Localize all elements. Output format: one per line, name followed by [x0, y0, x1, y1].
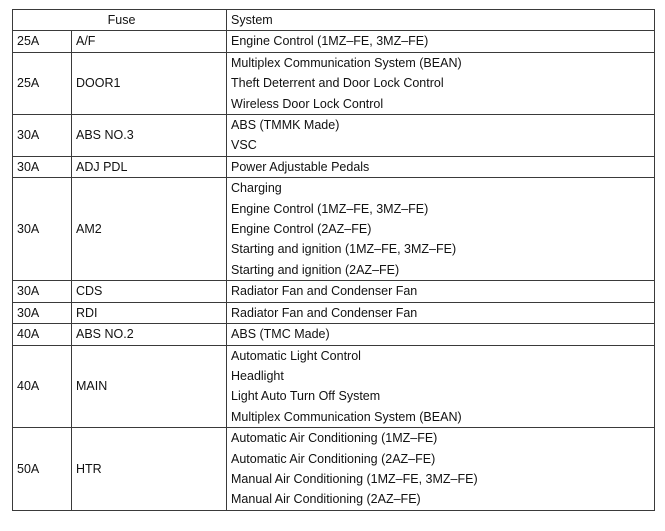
system-item: Wireless Door Lock Control [231, 96, 384, 111]
fuse-amperage: 40A [13, 345, 72, 428]
fuse-name: HTR [72, 428, 227, 511]
system-list [227, 115, 655, 157]
system-list [227, 345, 655, 428]
system-list [227, 302, 655, 323]
table-row [13, 31, 655, 52]
fuse-name: CDS [72, 281, 227, 302]
fuse-name: A/F [72, 31, 227, 52]
system-item: Radiator Fan and Condenser Fan [231, 305, 418, 320]
system-list [227, 52, 655, 114]
fuse-name: ADJ PDL [72, 156, 227, 177]
table-row [13, 156, 655, 177]
system-list [227, 156, 655, 177]
system-item: Engine Control (1MZ–FE, 3MZ–FE) [231, 201, 429, 216]
table-row [13, 52, 655, 114]
fuse-name: ABS NO.2 [72, 324, 227, 345]
system-item: Headlight [231, 368, 284, 383]
table-row [13, 115, 655, 157]
system-header: System [227, 10, 655, 31]
fuse-amperage: 25A [13, 31, 72, 52]
system-list [227, 281, 655, 302]
system-item: Manual Air Conditioning (2AZ–FE) [231, 492, 421, 507]
system-item: Theft Deterrent and Door Lock Control [231, 76, 444, 91]
system-item: Multiplex Communication System (BEAN) [231, 409, 462, 424]
system-item: VSC [231, 138, 257, 153]
system-item: Charging [231, 181, 282, 196]
table-row [13, 281, 655, 302]
fuse-table-body [13, 31, 655, 510]
fuse-amperage: 30A [13, 156, 72, 177]
fuse-amperage: 30A [13, 115, 72, 157]
fuse-name: MAIN [72, 345, 227, 428]
system-item: Automatic Air Conditioning (2AZ–FE) [231, 451, 436, 466]
system-list [227, 428, 655, 511]
header-row [13, 10, 655, 31]
fuse-name: RDI [72, 302, 227, 323]
system-list [227, 178, 655, 281]
system-item: Light Auto Turn Off System [231, 389, 381, 404]
fuse-table-container [12, 9, 655, 511]
system-list [227, 31, 655, 52]
system-item: Starting and ignition (1MZ–FE, 3MZ–FE) [231, 242, 457, 257]
fuse-name: DOOR1 [72, 52, 227, 114]
system-list [227, 324, 655, 345]
table-row [13, 302, 655, 323]
system-item: Starting and ignition (2AZ–FE) [231, 262, 400, 277]
system-item: ABS (TMC Made) [231, 327, 330, 342]
fuse-amperage: 25A [13, 52, 72, 114]
system-item: Engine Control (1MZ–FE, 3MZ–FE) [231, 34, 429, 49]
fuse-amperage: 40A [13, 324, 72, 345]
fuse-name: AM2 [72, 178, 227, 281]
table-row [13, 178, 655, 281]
table-row [13, 428, 655, 511]
fuse-amperage: 30A [13, 302, 72, 323]
fuse-amperage: 30A [13, 281, 72, 302]
fuse-amperage: 50A [13, 428, 72, 511]
table-row [13, 345, 655, 428]
system-item: Multiplex Communication System (BEAN) [231, 55, 462, 70]
system-item: Automatic Light Control [231, 348, 361, 363]
fuse-header: Fuse [13, 10, 227, 31]
system-item: Power Adjustable Pedals [231, 159, 370, 174]
system-item: Manual Air Conditioning (1MZ–FE, 3MZ–FE) [231, 471, 478, 486]
fuse-table [12, 9, 655, 511]
system-item: ABS (TMMK Made) [231, 118, 340, 133]
fuse-name: ABS NO.3 [72, 115, 227, 157]
table-row [13, 324, 655, 345]
system-item: Radiator Fan and Condenser Fan [231, 284, 418, 299]
system-item: Automatic Air Conditioning (1MZ–FE) [231, 431, 438, 446]
fuse-amperage: 30A [13, 178, 72, 281]
system-item: Engine Control (2AZ–FE) [231, 222, 372, 237]
